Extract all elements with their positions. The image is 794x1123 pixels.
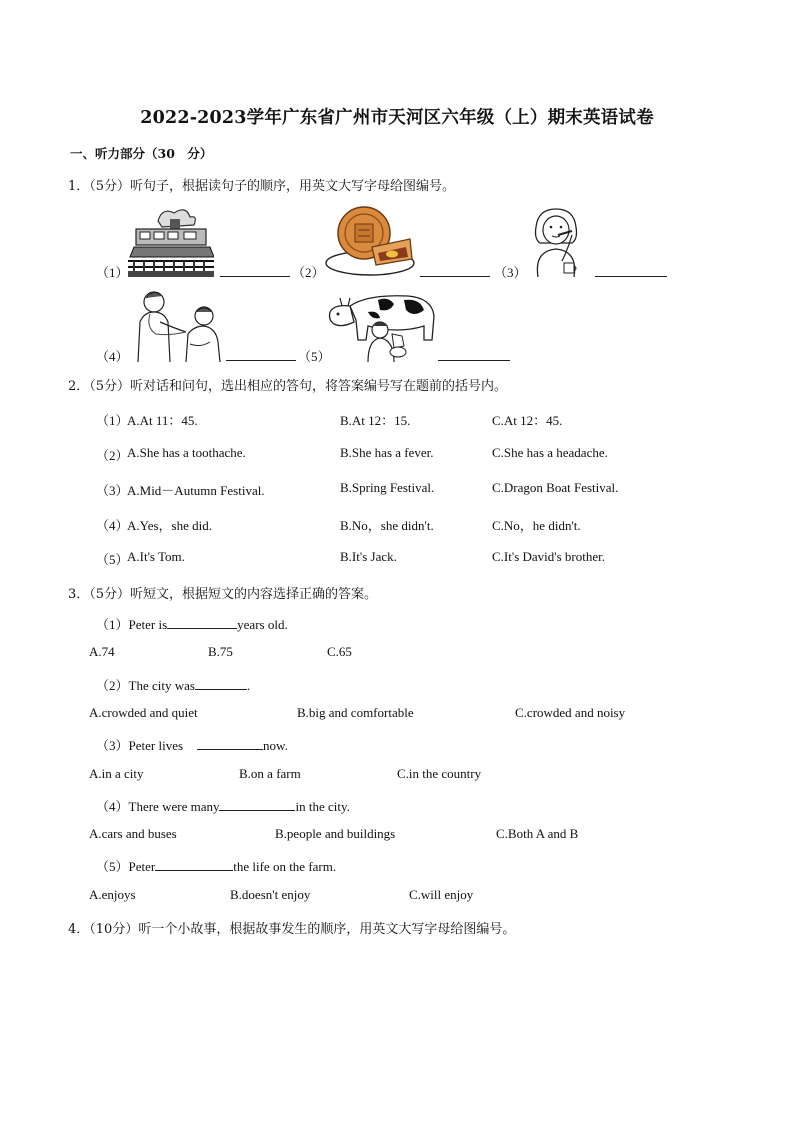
train-picture <box>128 203 214 277</box>
q3-item-1-number: （1） <box>96 617 129 632</box>
q3-item-4-suffix: in the city. <box>295 799 350 814</box>
q1-label-3: （3） <box>494 265 527 280</box>
q1-answer-blank-1[interactable] <box>220 264 290 277</box>
q3-item-4-option-c: C.Both A and B <box>496 826 579 841</box>
question-3-stem: 3．（5分）听短文，根据短文的内容选择正确的答案。 <box>68 587 378 602</box>
q2-row-2-option-c: C.She has a headache. <box>492 445 608 460</box>
q3-item-2-option-c: C.crowded and noisy <box>515 705 626 720</box>
q3-item-1-prefix: Peter is <box>128 617 168 632</box>
q2-row-5-option-a: A.It's Tom. <box>127 549 185 564</box>
q2-row-1-option-b: B.At 12：15. <box>340 413 411 428</box>
girl-brushing-teeth-picture <box>524 205 592 277</box>
q3-item-5-suffix: the life on the farm. <box>233 859 337 874</box>
q3-item-1-suffix: years old. <box>237 617 288 632</box>
q1-answer-blank-3[interactable] <box>595 264 667 277</box>
q3-item-1-option-b: B.75 <box>208 644 233 659</box>
question-2-stem: 2．（5分）听对话和问句，选出相应的答句，将答案编号写在题前的括号内。 <box>68 379 508 394</box>
question-4-stem: 4．（10分）听一个小故事，根据故事发生的顺序，用英文大写字母给图编号。 <box>68 922 516 937</box>
q3-item-3-option-a: A.in a city <box>89 766 144 781</box>
q3-item-5-number: （5） <box>96 859 129 874</box>
q2-row-5-option-b: B.It's Jack. <box>340 549 397 564</box>
q3-item-3-number: （3） <box>96 738 129 753</box>
q2-row-2-option-a: A.She has a toothache. <box>127 445 246 460</box>
q3-item-3-option-b: B.on a farm <box>239 766 301 781</box>
boy-milking-cow-picture <box>328 290 438 362</box>
q3-item-5-blank[interactable] <box>155 858 233 871</box>
q3-item-2-blank[interactable] <box>195 677 247 690</box>
q3-item-5-option-a: A.enjoys <box>89 887 136 902</box>
q1-answer-blank-2[interactable] <box>420 264 490 277</box>
q3-item-4-prefix: There were many <box>128 799 220 814</box>
q3-item-4-blank[interactable] <box>219 798 295 811</box>
q1-answer-blank-5[interactable] <box>438 348 510 361</box>
q3-item-4-option-a: A.cars and buses <box>89 826 177 841</box>
q3-item-4 <box>96 796 350 815</box>
q3-item-3-option-c: C.in the country <box>397 766 482 781</box>
doctor-examining-patient-picture <box>124 288 224 362</box>
q3-item-3 <box>96 735 288 754</box>
q3-item-5-option-c: C.will enjoy <box>409 887 474 902</box>
q2-row-4-number: （4） <box>96 518 129 533</box>
q1-label-1: （1） <box>96 265 129 280</box>
q2-row-1-option-c: C.At 12：45. <box>492 413 563 428</box>
section-heading-listening: 一、听力部分（30 分） <box>70 146 213 161</box>
q1-label-4: （4） <box>96 349 129 364</box>
q2-row-3-number: （3） <box>96 483 129 498</box>
q2-row-3-option-a: A.Mid－Autumn Festival. <box>127 483 265 498</box>
q2-row-4-option-a: A.Yes，she did. <box>127 518 212 533</box>
q3-item-2-number: （2） <box>96 678 129 693</box>
q3-item-5-prefix: Peter <box>128 859 156 874</box>
q2-row-3-option-c: C.Dragon Boat Festival. <box>492 480 619 495</box>
q3-item-5 <box>96 856 336 875</box>
q2-row-1-option-a: A.At 11：45. <box>127 413 198 428</box>
q3-item-3-prefix: Peter lives <box>128 738 184 753</box>
q2-row-5-option-c: C.It's David's brother. <box>492 549 606 564</box>
q3-item-2-option-b: B.big and comfortable <box>297 705 414 720</box>
question-1-stem: 1．（5分）听句子，根据读句子的顺序，用英文大写字母给图编号。 <box>68 179 456 194</box>
q2-row-4-option-b: B.No，she didn't. <box>340 518 434 533</box>
q3-item-5-option-b: B.doesn't enjoy <box>230 887 311 902</box>
q3-item-1-option-c: C.65 <box>327 644 352 659</box>
q2-row-2-number: （2） <box>96 448 129 463</box>
q2-row-5-number: （5） <box>96 552 129 567</box>
q3-item-1-option-a: A.74 <box>89 644 115 659</box>
q3-item-2-prefix: The city was <box>128 678 195 693</box>
q3-item-3-blank[interactable] <box>197 737 263 750</box>
q2-row-4-option-c: C.No，he didn't. <box>492 518 581 533</box>
q1-answer-blank-4[interactable] <box>226 348 296 361</box>
mooncake-picture <box>324 203 416 278</box>
q2-row-1-number: （1） <box>96 413 129 428</box>
q3-item-4-option-b: B.people and buildings <box>275 826 396 841</box>
q3-item-2-option-a: A.crowded and quiet <box>89 705 198 720</box>
q2-row-2-option-b: B.She has a fever. <box>340 445 434 460</box>
q3-item-4-number: （4） <box>96 799 129 814</box>
q1-label-2: （2） <box>292 265 325 280</box>
q3-item-2-suffix: . <box>246 678 251 693</box>
q3-item-1-blank[interactable] <box>167 616 237 629</box>
page-title: 2022-2023学年广东省广州市天河区六年级（上）期末英语试卷 <box>140 108 654 128</box>
q3-item-2 <box>96 675 250 694</box>
q3-item-1 <box>96 614 288 633</box>
q1-label-5: （5） <box>298 349 331 364</box>
q3-item-3-suffix: now. <box>263 738 288 753</box>
q2-row-3-option-b: B.Spring Festival. <box>340 480 435 495</box>
